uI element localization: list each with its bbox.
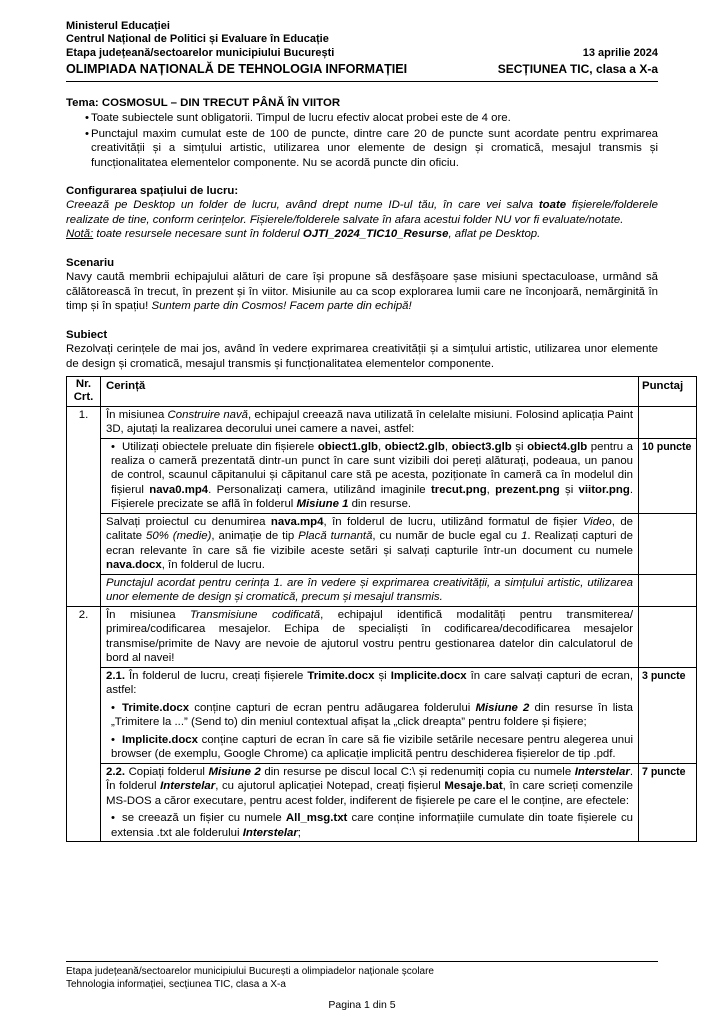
footer-subject-line: Tehnologia informației, secțiunea TIC, clasa a X-a [66,979,286,991]
workspace-body: Creează pe Desktop un folder de lucru, având drept nume ID-ul tău, în care vei salva toate fișierele/folderele realizate de tine, conform cerințelor. Fișierele/folderele salvate în afara acestui folder NU vor fi evaluate/notate. [66,199,658,226]
date-label: 13 aprilie 2024 [582,46,658,59]
theme-bullet-text: Toate subiectele sunt obligatorii. Timpul de lucru efectiv alocat probei este de 4 ore. [91,112,511,125]
document-header [66,20,658,82]
task-cell [101,763,639,841]
workspace-heading: Configurarea spațiului de lucru: [66,185,239,197]
task-number: 2. [67,606,101,841]
workspace-section [66,184,658,242]
points-cell [639,406,697,438]
col-header-nr: Nr. [75,378,92,391]
ministry-line: Ministerul Educației [66,20,170,32]
center-line: Centrul Național de Politici și Evaluare în Educație [66,33,329,46]
subject-heading: Subiect [66,328,108,341]
points-cell [639,606,697,667]
olympiad-title: OLIMPIADA NAȚIONALĂ DE TEHNOLOGIA INFORMAȚIEI [66,62,408,77]
workspace-note: Notă: toate resursele necesare sunt în folderul OJTI_2024_TIC10_Resurse, aflat pe Desktop. [66,228,541,241]
table-row [67,438,697,513]
page-footer [66,961,658,1012]
subject-body: Rezolvați cerințele de mai jos, având în vedere exprimarea creativității și a simțului artistic, utilizarea unor elemente de design și cromatică, mesajul transmis și funcționalitatea elementelor componente. [66,343,658,370]
points-cell [639,513,697,574]
scenario-heading: Scenariu [66,256,115,269]
list-item [66,111,658,125]
theme-title-line [66,96,658,110]
task-bullet-text: se creează un fișier cu numele All_msg.txt care conține informațiile cumulate din toate fișierele cu extensia .txt ale folderului Interstelar; [111,812,633,839]
task-cell [101,667,639,763]
task-bullet [106,811,633,840]
table-row [67,667,697,763]
bullet-icon: • [85,127,89,140]
points-cell [639,574,697,606]
task-bullet [106,440,633,512]
task-cell [101,406,639,438]
bullet-icon: • [111,701,115,714]
theme-title: COSMOSUL – DIN TRECUT PÂNĂ ÎN VIITOR [101,96,341,109]
col-header-cerinta: Cerință [101,377,639,406]
bullet-icon: • [111,440,115,453]
table-row [67,513,697,574]
task-paragraph: Salvați proiectul cu denumirea nava.mp4, în folderul de lucru, utilizând formatul de fișier Video, de calitate 50% (medie), animație de tip Placă turnantă, cu număr de bucle egal cu 1. Realizați capturi de ecran relevante în care să fie vizibile aceste setări și salvați capturile într-un document cu numele nava.docx, în folderul de lucru. [106,515,634,572]
task-paragraph: În misiunea Construire navă, echipajul creează nava utilizată în celelalte misiuni. Folosind aplicația Paint 3D, ajutați la realizarea decorului unei camere a navei, astfel: [106,408,633,436]
tasks-table [66,376,697,842]
task-paragraph: În misiunea Transmisiune codificată, echipajul identifică modalități pentru transmiterea/ primirea/codificarea mesajelor. Echipa de specialiști în codificarea/decodificarea mesajelor transmise/primite de Navy are nevoie de ajutorul vostru pentru gestionarea datelor din calculatorul de bord al navei! [106,608,633,665]
col-header-crt: Crt. [73,391,94,404]
points-cell: 10 puncte [639,438,697,513]
bullet-icon: • [111,812,115,825]
points-cell: 7 puncte [639,763,697,841]
task-bullet-text: Trimite.docx conține capturi de ecran pentru adăugarea folderului Misiune 2 din resurse în lista „Trimitere la ...” (Send to) din meniul contextual afișat la „click dreapta” pentru foldere și fișiere; [111,701,633,729]
section-title: SECȚIUNEA TIC, clasa a X-a [497,62,658,77]
footer-stage-line: Etapa județeană/sectoarelor municipiului București a olimpiadelor naționale școlare [66,966,434,978]
task-note: Punctajul acordat pentru cerința 1. are în vedere și exprimarea creativității, a simțului artistic, utilizarea unor elemente de design și cromatică, precum și mesajul transmis. [106,576,633,604]
task-bullet [106,701,633,730]
task-cell [101,438,639,513]
table-row [67,763,697,841]
subtask-intro: 2.1. În folderul de lucru, creați fișierele Trimite.docx și Implicite.docx în care salvați capturi de ecran, astfel: [106,669,634,697]
col-header-nr-crt [67,377,101,406]
stage-date-line [66,47,658,60]
theme-section [66,96,658,170]
task-number: 1. [67,406,101,606]
olympiad-line [66,62,658,77]
header-rule [66,81,658,82]
col-header-punctaj: Punctaj [639,377,697,406]
scenario-body: Navy caută membrii echipajului alături de care își propune să desfășoare șase misiuni spectaculoase, urmând să călătorească în trecut, în prezent și în viitor. Misiunile au ca scop explorarea lumii care ne înconjoară, nemărginită în timp și în spațiu! Suntem parte din Cosmos! Facem parte din echipă! [66,271,658,313]
task-bullet-text: Utilizați obiectele preluate din fișierele obiect1.glb, obiect2.glb, obiect3.glb și obiect4.glb pentru a realiza o cameră prezentată dintr-un punct în care sunt vizibili doi pereți alăturați, podeaua, un panou de control, scaunul căpitanului și căpitanul care stă pe acesta, poziționate în cameră ca în modelul din fișierul nava0.mp4. Personalizați camera, utilizând imaginile trecut.png, prezent.png și viitor.png. Fișierele precizate se află în folderul Misiune 1 din resurse. [111,440,633,511]
theme-bullet-text: Punctajul maxim cumulat este de 100 de puncte, dintre care 20 de puncte sunt acordate pentru exprimarea creativității și a simțului artistic, utilizarea unor elemente de design și cromatică, mesajul transmis și funcționalitatea elementelor componente. Nu se acordă puncte din oficiu. [91,127,658,169]
page-number: Pagina 1 din 5 [328,998,396,1011]
scenario-section [66,256,658,314]
table-row [67,606,697,667]
theme-label: Tema: [66,96,99,109]
task-cell [101,606,639,667]
table-header-row [67,377,697,406]
bullet-icon: • [85,112,89,125]
points-cell: 3 puncte [639,667,697,763]
table-row [67,574,697,606]
list-item [66,127,658,170]
bullet-icon: • [111,733,115,746]
task-cell [101,513,639,574]
subject-section [66,328,658,371]
table-row [67,406,697,438]
task-bullet-text: Implicite.docx conține capturi de ecran în care să fie vizibile setările necesare pentru alegerea unui browser (de exemplu, Google Chrome) ca aplicație implicită pentru deschiderea fișierelor de tip .pdf. [111,733,633,761]
stage-label: Etapa județeană/sectoarelor municipiului București [66,46,335,59]
footer-rule [66,961,658,962]
task-bullet [106,733,633,762]
subtask-intro: 2.2. Copiați folderul Misiune 2 din resurse pe discul local C:\ și redenumiți copia cu numele Interstelar. În folderul Interstelar, cu ajutorul aplicației Notepad, creați fișierul Mesaje.bat, în care scrieți comenzile MS-DOS a căror executare, pentru acest folder, indiferent de fișierele pe care el le conține, are efectele: [106,765,633,807]
task-cell [101,574,639,606]
